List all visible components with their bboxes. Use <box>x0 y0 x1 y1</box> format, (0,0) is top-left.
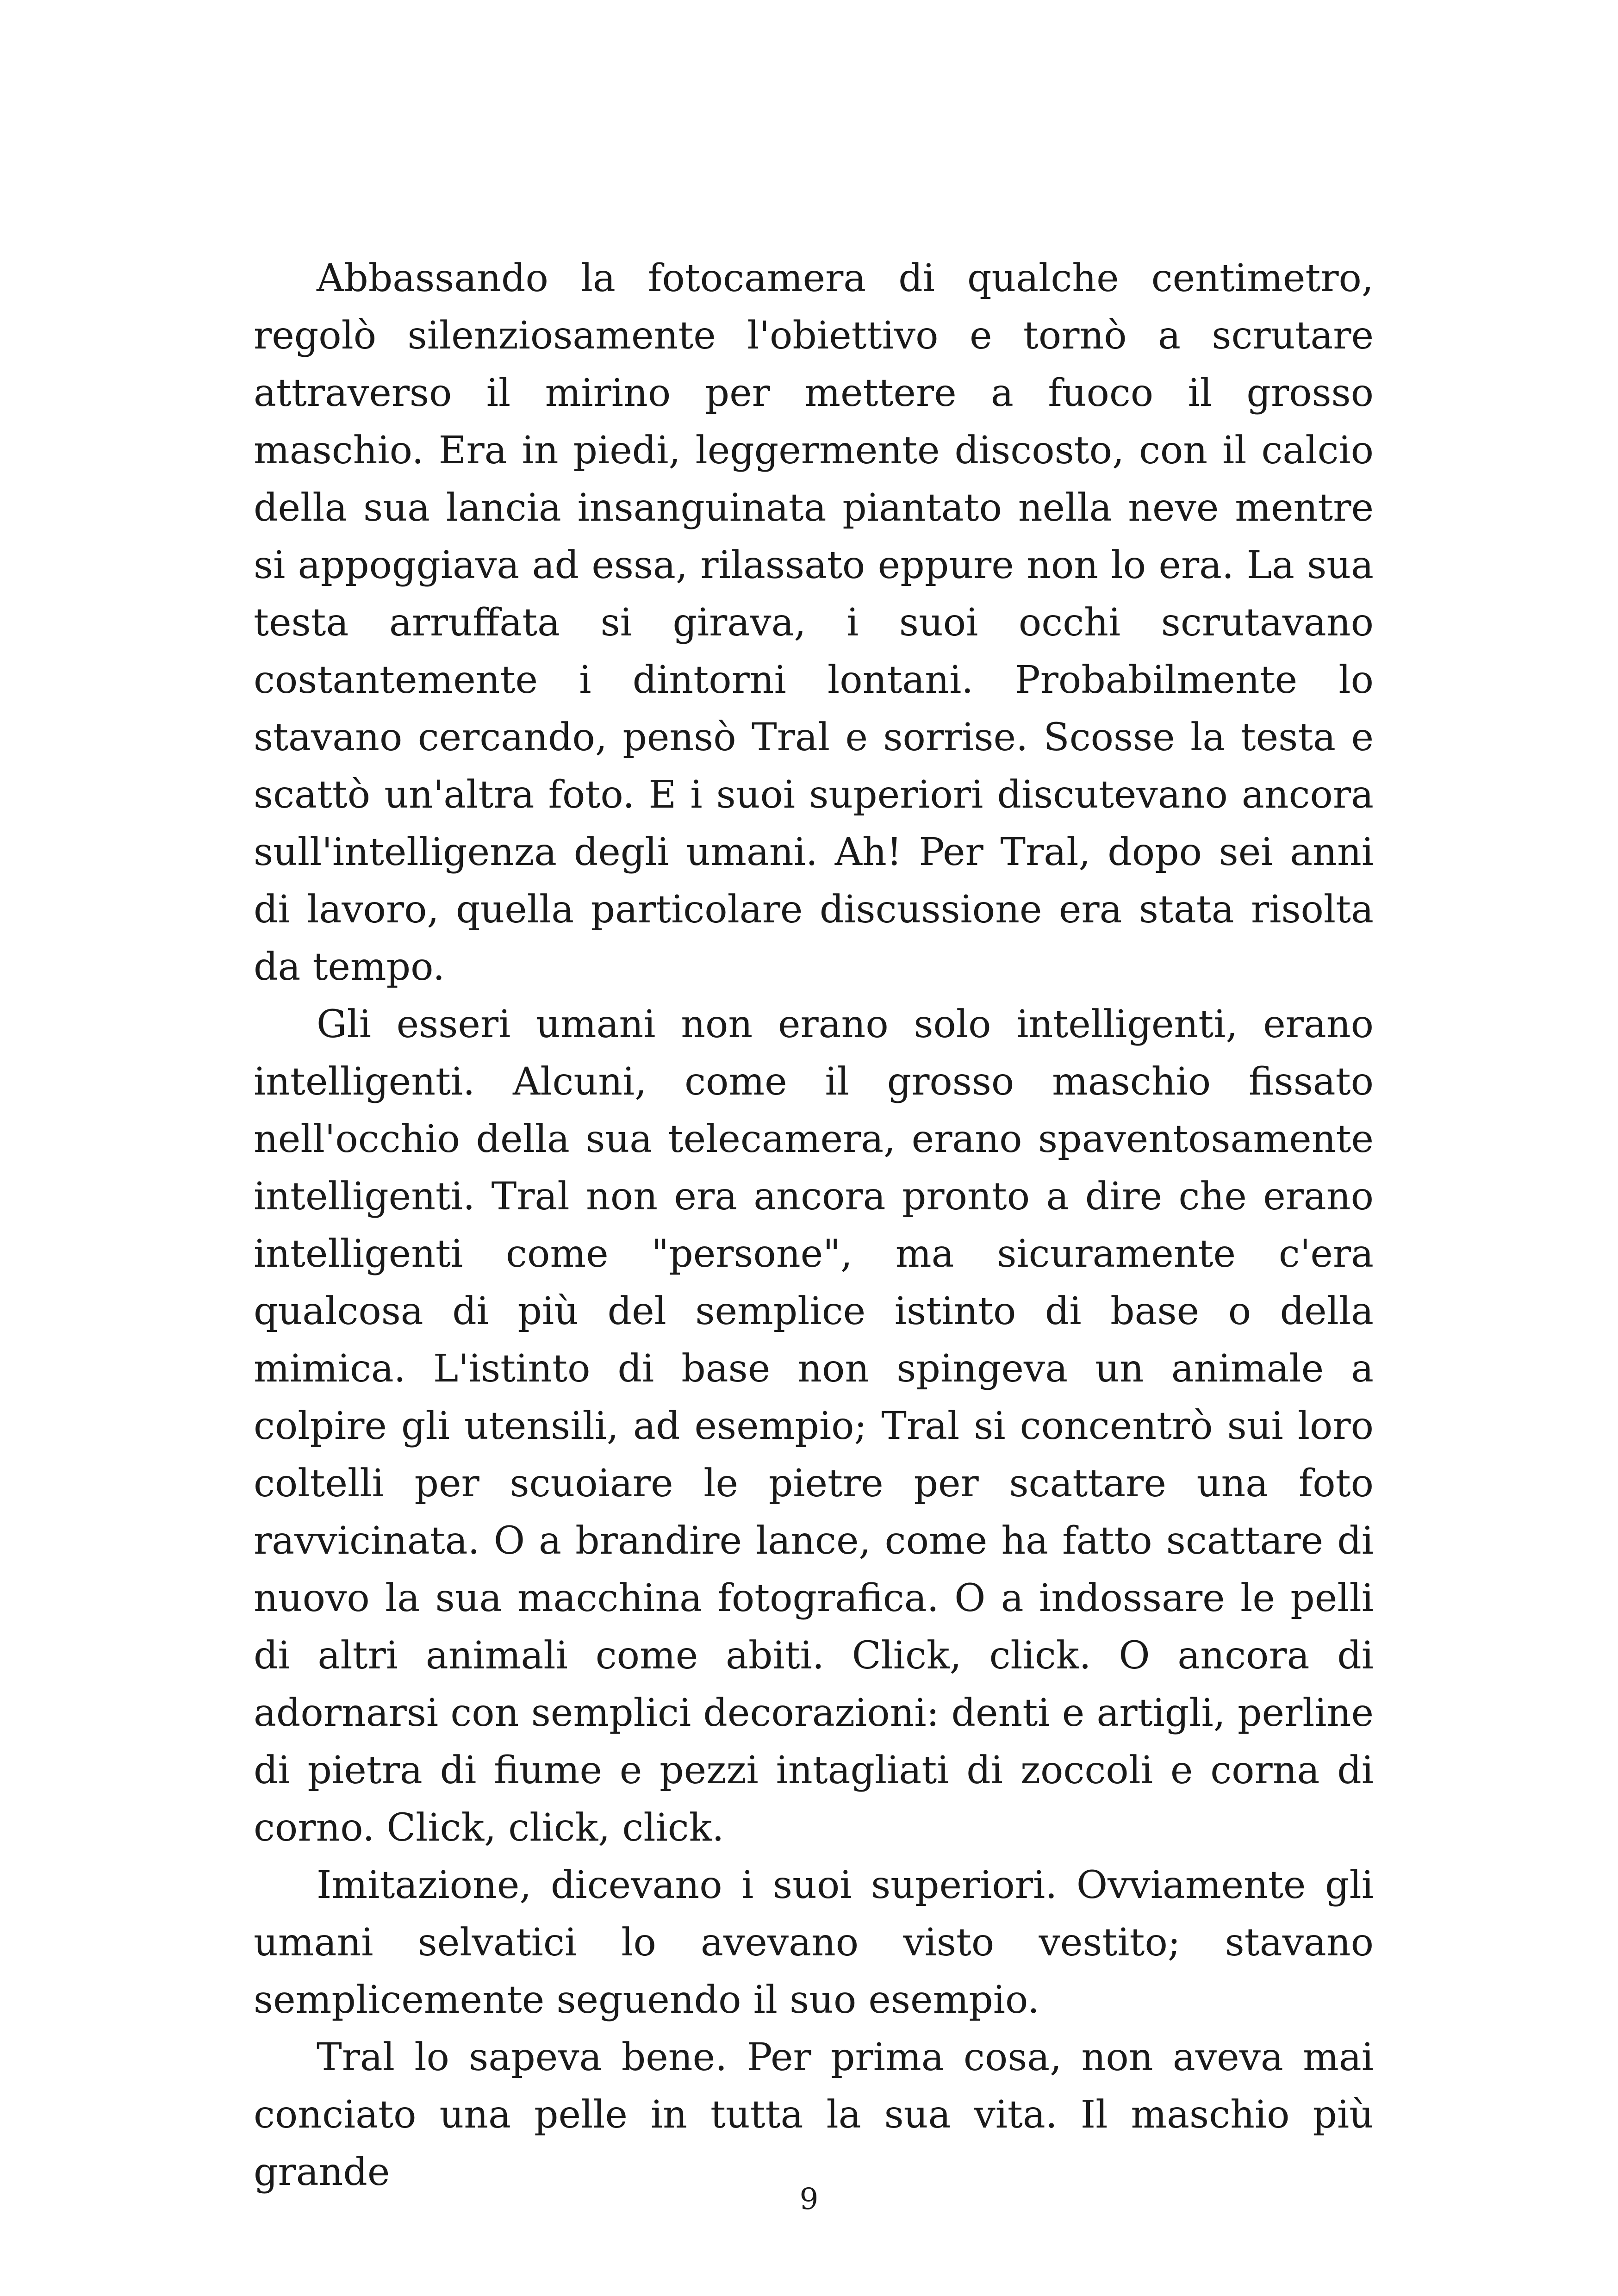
paragraph: Tral lo sapeva bene. Per prima cosa, non aveva mai conciato una pelle in tutta la sua vita. Il maschio più grande <box>254 2035 1374 2194</box>
paragraph: Abbassando la fotocamera di qualche centimetro, regolò silenziosamente l'obiettivo e tornò a scrutare attraverso il mirino per mettere a fuoco il grosso maschio. Era in piedi, leggermente discosto, con il calcio della sua lancia insanguinata piantato nella neve mentre si appoggiava ad essa, rilassato eppure non lo era. La sua testa arruffata si girava, i suoi occhi scrutavano costantemente i dintorni lontani. Probabilmente lo stavano cercando, pensò Tral e sorrise. Scosse la testa e scattò un'altra foto. E i suoi superiori discutevano ancora sull'intelligenza degli umani. Ah! Per Tral, dopo sei anni di lavoro, quella particolare discussione era stata risolta da tempo. <box>254 256 1374 989</box>
paragraph: Gli esseri umani non erano solo intelligenti, erano intelligenti. Alcuni, come il grosso maschio fissato nell'occhio della sua telecamera, erano spaventosamente intelligenti. Tral non era ancora pronto a dire che erano intelligenti come "persone", ma sicuramente c'era qualcosa di più del semplice istinto di base o della mimica. L'istinto di base non spingeva un animale a colpire gli utensili, ad esempio; Tral si concentrò sui loro coltelli per scuoiare le pietre per scattare una foto ravvicinata. O a brandire lance, come ha fatto scattare di nuovo la sua macchina fotografica. O a indossare le pelli di altri animali come abiti. Click, click. O ancora di adornarsi con semplici decorazioni: denti e artigli, perline di pietra di fiume e pezzi intagliati di zoccoli e corna di corno. Click, click, click. <box>254 1002 1374 1850</box>
page-number: 9 <box>799 2182 819 2216</box>
paragraph: Imitazione, dicevano i suoi superiori. Ovviamente gli umani selvatici lo avevano visto vestito; stavano semplicemente seguendo il suo esempio. <box>254 1863 1374 2022</box>
body-text <box>254 250 1374 2201</box>
